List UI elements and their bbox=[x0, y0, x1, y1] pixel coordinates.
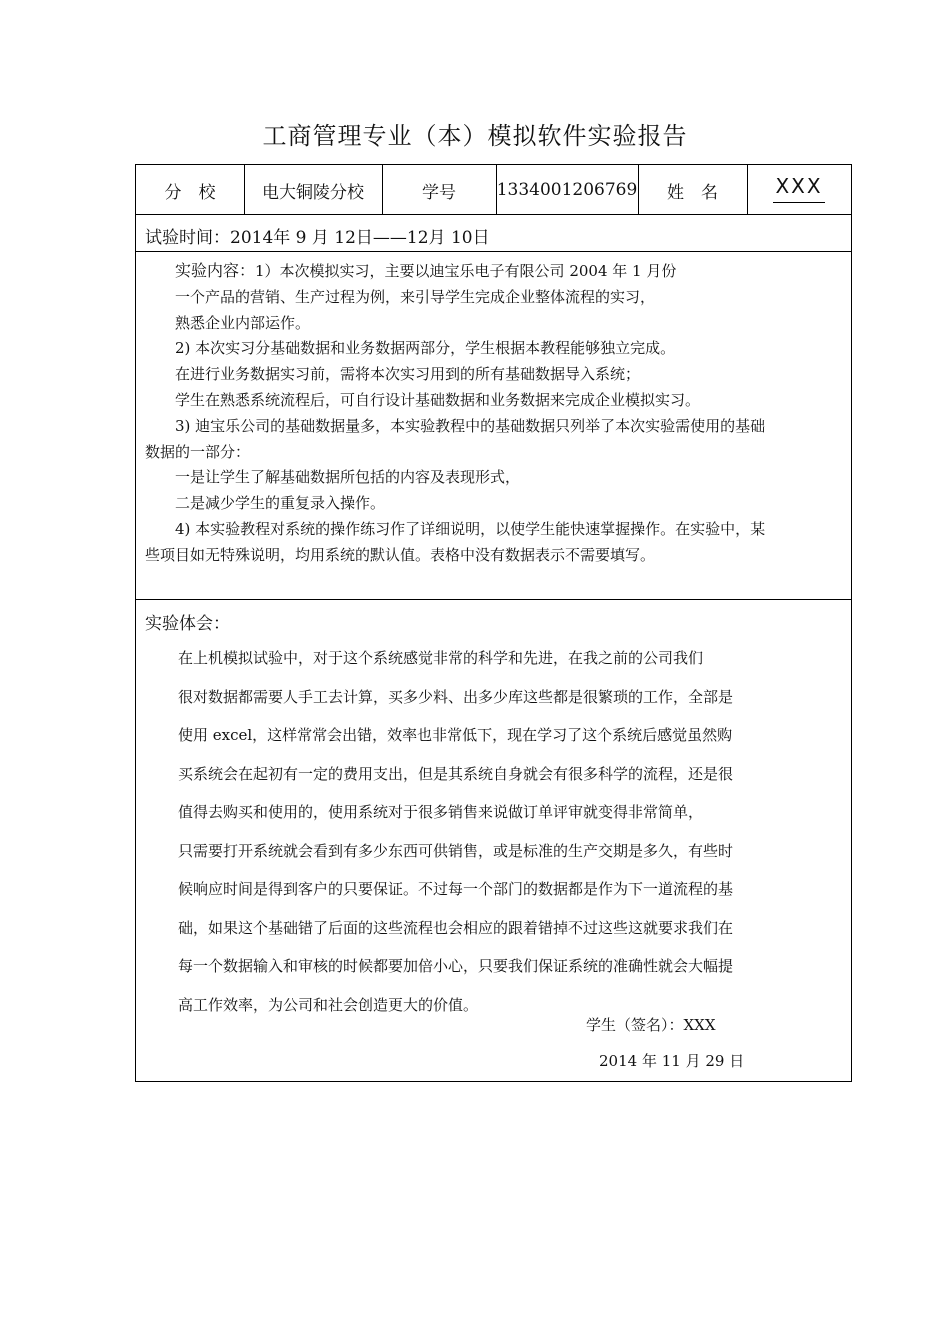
student-signature: 学生（签名）：XXX bbox=[586, 1016, 716, 1034]
branch-value: 电大铜陵分校 bbox=[262, 182, 364, 203]
experience-line: 买系统会在起初有一定的费用支出，但是其系统自身就会有很多科学的流程，还是很 bbox=[178, 764, 734, 783]
content-line: 4) 本实验教程对系统的操作练习作了详细说明，以使学生能快速掌握操作。在实验中，某 bbox=[175, 519, 766, 538]
content-line: 熟悉企业内部运作。 bbox=[175, 313, 311, 332]
experience-line: 使用 excel，这样常常会出错，效率也非常低下，现在学习了这个系统后感觉虽然购 bbox=[178, 726, 733, 744]
content-line: 在进行业务数据实习前，需将本次实习用到的所有基础数据导入系统； bbox=[175, 365, 641, 384]
student-id-value: 1334001206769 bbox=[496, 180, 638, 200]
content-line: 一是让学生了解基础数据所包括的内容及表现形式， bbox=[175, 468, 521, 487]
content-line: 2) 本次实习分基础数据和业务数据两部分，学生根据本教程能够独立完成。 bbox=[175, 339, 676, 358]
experience-label: 实验体会： bbox=[145, 614, 230, 634]
content-line: 些项目如无特殊说明，均用系统的默认值。表格中没有数据表示不需要填写。 bbox=[145, 545, 656, 564]
experience-line: 础，如果这个基础错了后面的这些流程也会相应的跟着错掉不过这些这就要求我们在 bbox=[178, 918, 734, 937]
report-title: 工商管理专业（本）模拟软件实验报告 bbox=[262, 122, 688, 150]
row-divider bbox=[136, 251, 851, 252]
experience-line: 高工作效率，为公司和社会创造更大的价值。 bbox=[178, 995, 479, 1014]
content-label: 实验内容： bbox=[175, 261, 256, 280]
time-value: 2014年 9 月 12日——12月 10日 bbox=[230, 228, 490, 248]
branch-label: 分 校 bbox=[164, 182, 216, 203]
experience-line: 很对数据都需要人手工去计算，买多少料、出多少库这些都是很繁琐的工作，全部是 bbox=[178, 687, 734, 706]
experience-line: 每一个数据输入和审核的时候都要加倍小心，只要我们保证系统的准确性就会大幅提 bbox=[178, 957, 734, 975]
experience-line: 在上机模拟试验中，对于这个系统感觉非常的科学和先进，在我之前的公司我们 bbox=[178, 649, 704, 667]
content-line: 数据的一部分： bbox=[145, 442, 251, 461]
experiment-content bbox=[145, 258, 845, 569]
student-id-label: 学号 bbox=[422, 182, 456, 203]
content-line: 学生在熟悉系统流程后，可自行设计基础数据和业务数据来完成企业模拟实习。 bbox=[175, 390, 701, 409]
time-label: 试验时间： bbox=[145, 228, 230, 248]
experience-line: 只需要打开系统就会看到有多少东西可供销售，或是标准的生产交期是多久，有些时 bbox=[178, 841, 734, 860]
name-label: 姓 名 bbox=[667, 182, 718, 203]
name-cell bbox=[747, 165, 851, 215]
content-line: 1）本次模拟实习，主要以迪宝乐电子有限公司 2004 年 1 月份 bbox=[255, 262, 677, 280]
row-divider bbox=[136, 214, 851, 215]
report-table bbox=[135, 164, 852, 1082]
content-line: 一个产品的营销、生产过程为例，来引导学生完成企业整体流程的实习， bbox=[175, 287, 656, 306]
name-value: XXX bbox=[773, 174, 824, 203]
experience-line: 值得去购买和使用的，使用系统对于很多销售来说做订单评审就变得非常简单， bbox=[178, 803, 704, 821]
time-row bbox=[145, 223, 490, 248]
row-divider bbox=[136, 599, 851, 600]
experience-text bbox=[178, 639, 818, 1024]
signature-date: 2014 年 11 月 29 日 bbox=[599, 1052, 745, 1070]
content-line: 二是减少学生的重复录入操作。 bbox=[175, 494, 386, 513]
content-line: 3) 迪宝乐公司的基础数据量多，本实验教程中的基础数据只列举了本次实验需使用的基础 bbox=[175, 416, 766, 435]
experience-line: 候响应时间是得到客户的只要保证。不过每一个部门的数据都是作为下一道流程的基 bbox=[178, 880, 734, 898]
